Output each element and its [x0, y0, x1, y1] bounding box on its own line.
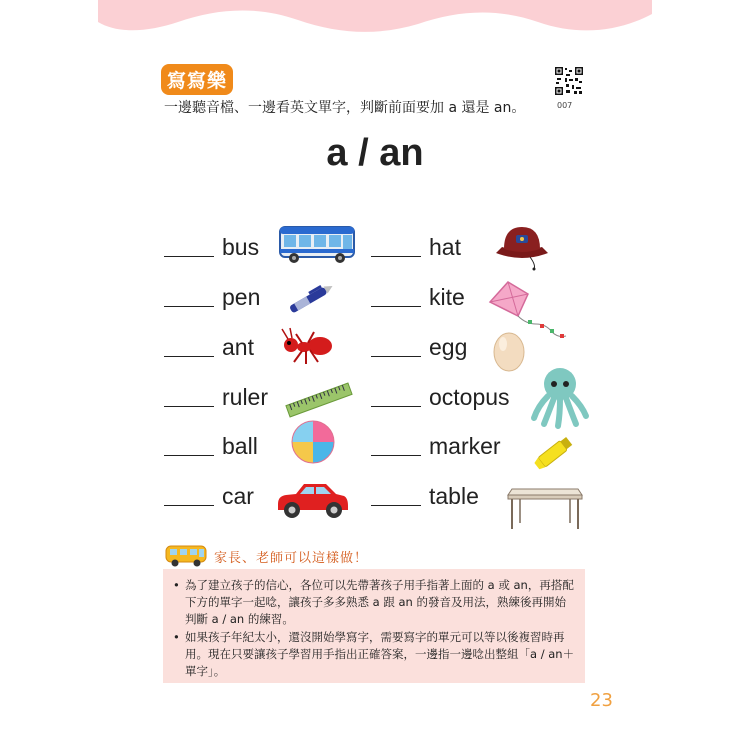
word-label: car — [222, 482, 254, 509]
instruction-text: 一邊聽音檔、一邊看英文單字，判斷前面要加 a 還是 an。 — [164, 100, 526, 116]
pen-icon — [282, 282, 338, 316]
exercise-title: a / an — [326, 132, 424, 174]
bullet: • — [173, 578, 180, 592]
answer-blank[interactable] — [164, 455, 214, 456]
section-badge: 寫寫樂 — [161, 64, 233, 95]
answer-blank[interactable] — [371, 256, 421, 257]
answer-blank[interactable] — [164, 306, 214, 307]
audio-track-number: 007 — [557, 101, 573, 110]
bus-icon — [278, 223, 356, 265]
exercise-item — [164, 277, 394, 317]
tip-item — [173, 577, 577, 628]
school-bus-icon — [164, 543, 208, 569]
pink-wave-header — [98, 0, 652, 40]
tips-title: 家長、老師可以這樣做！ — [214, 550, 369, 566]
octopus-icon — [530, 366, 590, 430]
marker-icon — [530, 430, 580, 474]
bullet: • — [173, 630, 180, 644]
table-icon — [504, 485, 586, 531]
word-label: ruler — [222, 383, 269, 410]
ruler-icon — [284, 380, 354, 420]
exercise-item — [164, 426, 394, 466]
answer-blank[interactable] — [371, 306, 421, 307]
qr-code-icon[interactable] — [554, 66, 584, 96]
answer-blank[interactable] — [371, 356, 421, 357]
egg-icon — [492, 328, 526, 372]
answer-blank[interactable] — [164, 406, 214, 407]
page-number: 23 — [590, 690, 613, 711]
answer-blank[interactable] — [371, 455, 421, 456]
car-icon — [274, 478, 350, 520]
word-label: bus — [222, 233, 260, 260]
ant-icon — [276, 326, 338, 366]
word-label: ant — [222, 333, 254, 360]
word-label: marker — [429, 432, 501, 459]
ball-icon — [290, 419, 336, 465]
word-label: ball — [222, 432, 258, 459]
hat-icon — [492, 223, 552, 273]
workbook-page — [98, 0, 652, 750]
tip-item — [173, 629, 577, 680]
word-label: pen — [222, 283, 261, 310]
tip-text: 如果孩子年紀太小，還沒開始學寫字，需要寫字的單元可以等以後複習時再用。現在只要讓孩子學習用手指出正確答案，一邊指一邊唸出整組「a / an＋單字」。 — [185, 630, 575, 678]
word-label: octopus — [429, 383, 510, 410]
exercise-item — [371, 227, 601, 267]
word-label: hat — [429, 233, 461, 260]
word-label: kite — [429, 283, 465, 310]
tips-box — [163, 569, 585, 683]
answer-blank[interactable] — [164, 256, 214, 257]
word-label: egg — [429, 333, 468, 360]
word-label: table — [429, 482, 479, 509]
answer-blank[interactable] — [371, 505, 421, 506]
answer-blank[interactable] — [371, 406, 421, 407]
tip-text: 為了建立孩子的信心，各位可以先帶著孩子用手指著上面的 a 或 an，再搭配下方的單字一起唸，讓孩子多多熟悉 a 跟 an 的發音及用法，熟練後再開始判斷 a / an 的練習。 — [185, 578, 574, 626]
answer-blank[interactable] — [164, 356, 214, 357]
tips-header — [164, 543, 368, 569]
exercise-item — [164, 377, 394, 417]
answer-blank[interactable] — [164, 505, 214, 506]
